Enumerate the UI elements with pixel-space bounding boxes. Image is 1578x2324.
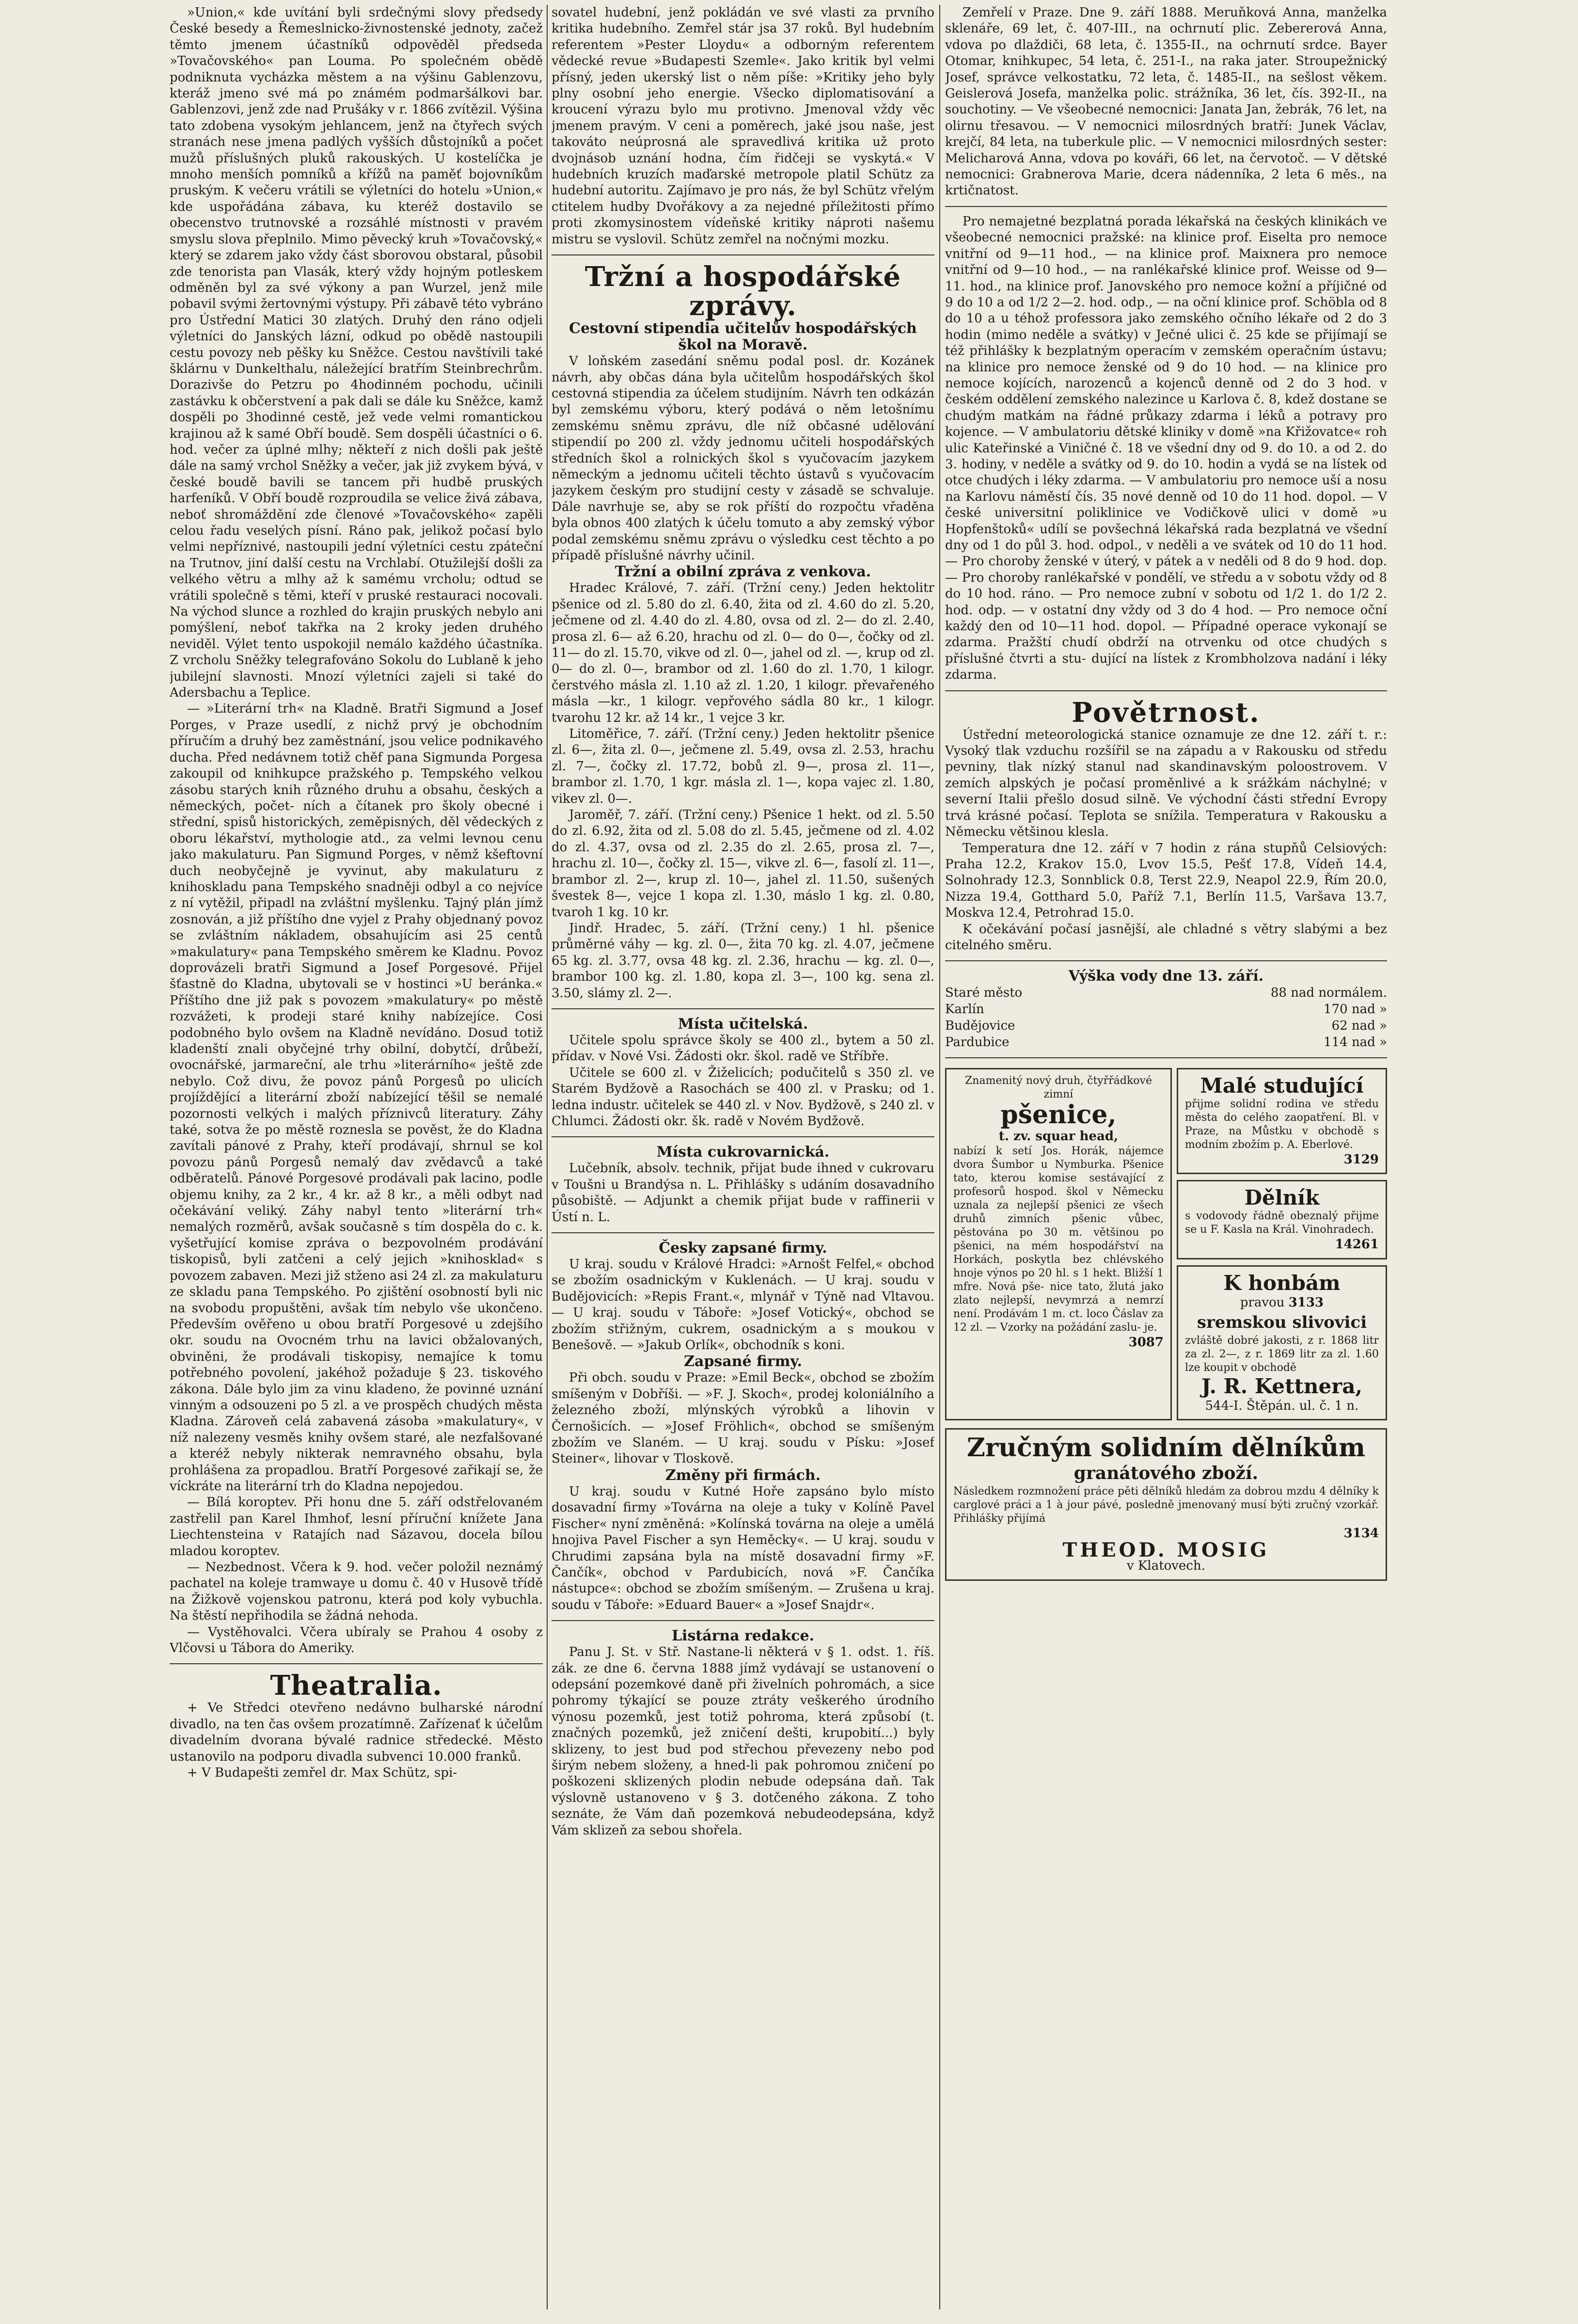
- theatralia-heading: Theatralia.: [270, 1670, 442, 1702]
- ad-students: [1177, 1068, 1387, 1174]
- ad-row: [945, 1065, 1387, 1424]
- ad-slivovice-sub: [1185, 1295, 1379, 1311]
- ad-worker-number: 14261: [1335, 1237, 1379, 1252]
- article-stipends: V loňském zasedání sněmu podal posl. dr. Kozánek návrh, aby občas dána byla učitelům hospodářských škol cestovná stipendia za účelem studijním. Návrh ten odkázán byl zemskému výboru, který podává o něm letošnímu zemskému sněmu zprávu, dle níž občasné udělování stipendií po 200 zl. vždy jednomu učiteli hospodářských středních škol a rolnických škol s vyučovacím jazykem německým a jednomu učiteli těchto ústavů s vyučovacím jazykem českým pro studijní cesty v zásadě se schvaluje. Dále navrhuje se, aby se rok příští do rozpočtu vřaděna byla obnos 400 zlatých k účelu tomuto a aby zemský výbor podal zemskému sněmu zprávu o výsledku cest těchto a po případě příslušné návrhy učinil.: [552, 354, 934, 563]
- ad-garnet-place: v Klatovech.: [1127, 1559, 1205, 1574]
- section-divider: [552, 1620, 934, 1621]
- ad-wheat-top: Znamenitý nový druh, čtyřřádkové zimní: [965, 1074, 1152, 1100]
- section-divider: [945, 1057, 1387, 1058]
- subheading-stipends: Cestovní stipendia učitelův hospodářských škol na Moravě.: [569, 320, 917, 354]
- article-white-partridge: — Bílá koroptev. Při honu dne 5. září odstřelovaném zastřelil pan Karel Ihmhof, lesní příruční knížete Jana Liechtensteina v Ratajích nad Sázavou, docela bílou mladou koroptev.: [170, 1495, 543, 1559]
- water-level-value: 170 nad »: [1324, 1002, 1387, 1017]
- subheading-czech-firms: Česky zapsané firmy.: [659, 1240, 827, 1257]
- weather-report: Ústřední meteorologická stanice oznamuje ze dne 12. září t. r.: Vysoký tlak vzduchu rozšířil se na západu a v Rakousku od středu pevniny, tlak nízký stanul nad skandinavským poloostrovem. V zemích alpských je počasí proměnlivé a k srážkám náchylné; v severní Italii přešlo dosud silně. Ve východní části střední Evropy trvá krásné počasí. Teplota se snížila. Temperatura v Rakousku a Německu většinou klesla.: [945, 727, 1387, 840]
- market-heading: Tržní a hospodářské zprávy.: [584, 261, 901, 322]
- ad-students-text: přijme solidní rodina ve středu města do celého zaopatření. Bl. v Praze, na Můstku v obchodě s modním zbožím p. A. Eberlové.: [1185, 1098, 1379, 1151]
- subheading-firm-changes: Změny při firmách.: [665, 1466, 821, 1484]
- water-level-place: Karlín: [945, 1002, 984, 1017]
- teacher-post-1: Učitele spolu správce školy se 400 zl., bytem a 50 zl. přídav. v Nové Vsi. Žádosti okr. škol. radě ve Stříbře.: [552, 1033, 934, 1064]
- column-right: [945, 5, 1387, 2319]
- article-emigrants: — Vystěhovalci. Včera ubíraly se Prahou 4 osoby z Vlčovsi u Tábora do Ameriky.: [170, 1624, 543, 1656]
- subheading-sugar-posts: Místa cukrovarnická.: [656, 1144, 830, 1161]
- ad-slivovice: [1177, 1265, 1387, 1421]
- ad-slivovice-number: 3133: [1288, 1295, 1324, 1310]
- czech-firms-text: U kraj. soudu v Králové Hradci: »Arnošt Felfel,« obchod se zbožím osadnickým v Kuklenách. — U kraj. soudu v Budějovicích: »Repis Frant.«, mlynář v Týně nad Vltavou. — U kraj. soudu v Táboře: »Josef Votický«, obchod se zbožím střižným, cukrem, osadnickým a s moukou v Benešově. — »Jakub Orlík«, obchodník s koni.: [552, 1257, 934, 1353]
- ad-wheat: [945, 1068, 1172, 1421]
- ad-slivovice-firm: J. R. Kettnera,: [1201, 1374, 1363, 1398]
- ad-garnet-firm: THEOD. MOSIG: [1062, 1538, 1270, 1561]
- report-jindr-hradec: Jindř. Hradec, 5. září. (Tržní ceny.) 1 hl. pšenice průměrné váhy — kg. zl. 0—, žita 70 kg. zl. 4.07, ječmene 65 kg. zl. 3.77, ovsa 48 kg. zl. 2.36, hrachu — kg. zl. 0—, brambor 100 kg. zl. 1.80, kopa zl. 3—, 100 kg. sena zl. 3.50, slámy zl. 2—.: [552, 921, 934, 1001]
- ad-slivovice-title: K honbám: [1223, 1271, 1341, 1295]
- weather-forecast: K očekávání počasí jasnější, ale chladné s větry slabými a bez citelného směru.: [945, 922, 1387, 953]
- ad-garnet-sub: granátového zboží.: [1073, 1463, 1259, 1484]
- article-schutz-death: + V Budapešti zemřel dr. Max Schütz, spi-: [187, 1766, 458, 1781]
- water-level-row: [945, 1034, 1387, 1051]
- ad-students-title: Malé studující: [1200, 1073, 1364, 1098]
- ad-wheat-title: pšenice,: [1000, 1099, 1117, 1130]
- ad-worker-text: s vodovody řádně obeznalý přijme se u F. Kasla na Král. Vinohradech.: [1185, 1210, 1379, 1236]
- water-level-value: 62 nad »: [1331, 1018, 1387, 1033]
- report-hradec-kralove: Hradec Králové, 7. září. (Tržní ceny.) Jeden hektolitr pšenice od zl. 5.80 do zl. 6.40, žita od zl. 4.60 do zl. 5.20, ječmene od zl. 4.40 do zl. 4.80, ovsa od zl. 2— do zl. 2.40, prosa zl. 6— až 6.20, hrachu od zl. 0— do 0—, čočky od zl. 11— do zl. 15.70, vikve od zl. 0—, jahel od zl. —, krup od zl. 0— do zl. 0—, brambor od zl. 1.60 do zl. 1.70, 1 kilogr. čerstvého másla zl. 1.10 až zl. 1.20, 1 kilogr. převařeného másla —kr., 1 kilogr. vepřového sádla 80 kr., 1 kilogr. tvarohu 12 kr. až 14 kr., 1 vejce 3 kr.: [552, 581, 934, 725]
- column-rule: [547, 5, 548, 2309]
- column-rule: [939, 5, 940, 2309]
- registered-firms-text: Při obch. soudu v Praze: »Emil Beck«, obchod se zbožím smíšeným v Dobříši. — »F. J. Skoch«, prodej koloniálního a železného zboží, mlýnských výrobků a lihovin v Černošicích. — »Josef Fröhlich«, obchod se smíšeným zbožím ve Slaném. — U kraj. soudu v Písku: »Josef Steiner«, lihovar v Tloskově.: [552, 1370, 934, 1466]
- report-litomerice: Litoměřice, 7. září. (Tržní ceny.) Jeden hektolitr pšenice zl. 6—, žita zl. 0—, ječmene zl. 5.49, ovsa zl. 2.53, hrachu zl. 7—, čočky zl. 17.72, bobů zl. 9—, prosa zl. 11—, brambor zl. 1.70, 1 kgr. másla zl. 1—, kopa vajec zl. 1.80, vikev zl. 0—.: [552, 727, 934, 806]
- water-level-row: [945, 1018, 1387, 1034]
- ad-garnet-number: 3134: [1343, 1526, 1379, 1541]
- water-level-place: Budějovice: [945, 1018, 1015, 1033]
- section-divider: [945, 206, 1387, 207]
- ad-garnet-title: Zručným solidním dělníkům: [966, 1433, 1366, 1463]
- firm-changes-text: U kraj. soudu v Kutné Hoře zapsáno bylo místo dosavadní firmy »Továrna na oleje a tuky v Kolíně Pavel Fischer« nyní změněná: »Kolínská továrna na oleje a umělá hnojiva Pavel Fischer a syn Heměcky«. — U kraj. soudu v Chrudimi zapsána byla na místě dosavadní firmy »F. Čančík«, obchod v Pardubicích, nová »F. Čančíka nástupce«: obchod se zbožím smíšeným. — Zrušena u kraj. soudu v Táboře: »Eduard Bauer« a »Josef Snajdr«.: [552, 1484, 934, 1612]
- ad-slivovice-product: sremskou slivovici: [1197, 1312, 1367, 1332]
- water-level-place: Pardubice: [945, 1035, 1010, 1050]
- column-left: [170, 5, 543, 2319]
- ad-stack: [1177, 1065, 1387, 1424]
- subheading-teacher-posts: Místa učitelská.: [678, 1015, 808, 1033]
- ad-worker-title: Dělník: [1244, 1186, 1320, 1210]
- article-mischief: — Nezbednost. Včera k 9. hod. večer položil neznámý pachatel na koleje tramwaye u domu č. 40 v Husově třídě na Žižkově vojenskou patronu, která pod koly vybuchla. Na štěstí nepřihodila se žádná nehoda.: [170, 1560, 543, 1624]
- ad-slivovice-address: 544-I. Štěpán. ul. č. 1 n.: [1205, 1398, 1359, 1413]
- letters-text: Panu J. St. v Stř. Nastane-li některá v § 1. odst. 1. říš. zák. ze dne 6. června 1888 jímž vydávají se ustanovení o odepsání pozemkové daně při živelních pohromách, a sice pohromy týkající se pouze ztráty veškerého úrodního výnosu pozemků, jest totiž pohroma, která způsobí (t. značných pozemků, jež zničení dešti, krupobití...) byly sklizeny, to jest bud pod střechou převezeny nebo pod širým nebem složeny, a hned-li pak pohromou zničení po poškozeni sklizených plodin nebude odepsána daň. Tak výslovně ustanoveno v § 3. dotčeného zákona. Z toho seznáte, že Vám daň pozemková nebudeodepsána, když Vám sklizeň za sebou shořela.: [552, 1645, 934, 1838]
- water-level-value: 114 nad »: [1324, 1035, 1387, 1050]
- ad-wheat-number: 3087: [1128, 1335, 1164, 1350]
- subheading-grain-report: Tržní a obilní zpráva z venkova.: [615, 563, 871, 581]
- deaths-in-prague: Zemřelí v Praze. Dne 9. září 1888. Meruňková Anna, manželka sklenáře, 69 let, č. 407-III., na ochrnutí plic. Zebererová Anna, vdova po dlaždiči, 68 leta, č. 1355-II., na ochrnutí srdce. Bayer Otomar, knihkupec, 54 leta, č. 251-I., na raka jater. Stroupežnický Josef, správce velkostatku, 72 leta, č. 1485-II., na sešlost věkem. Geislerová Josefa, manželka polic. strážníka, 36 let, čís. 392-II., na souchotiny. — Ve všeobecné nemocnici: Janata Jan, žebrák, 76 let, na olirnu třesavou. — V nemocnici milosrdných bratří: Junek Václav, krejčí, 84 leta, na tuberkule plic. — V nemocnici milosrdných sester: Melicharová Anna, vdova po kováři, 66 let, na červotoč. — V dětské nemocnici: Grabnerova Marie, dcera nádenníka, 2 leta 6 měs., na krtičnatost.: [945, 5, 1387, 198]
- section-divider: [945, 960, 1387, 961]
- subheading-letters: Listárna redakce.: [671, 1627, 815, 1645]
- subheading-registered-firms: Zapsané firmy.: [684, 1353, 802, 1370]
- ad-slivovice-pravou: pravou: [1240, 1295, 1285, 1310]
- water-level-value: 88 nad normálem.: [1270, 985, 1387, 1000]
- section-divider: [945, 690, 1387, 691]
- water-level-row: [945, 1001, 1387, 1018]
- ad-worker: [1177, 1180, 1387, 1259]
- temperature-report: Temperatura dne 12. září v 7 hodin z rána stupňů Celsiových: Praha 12.2, Krakov 15.0, Lvov 15.5, Pešť 17.8, Vídeň 14.4, Solnohrady 12.3, Sonnblick 0.8, Terst 22.9, Neapol 22.9, Řím 20.0, Nizza 19.4, Gotthard 5.0, Paříž 7.1, Berlín 11.5, Varšava 13.7, Moskva 12.4, Petrohrad 15.0.: [945, 841, 1387, 921]
- article-union-trip: »Union,« kde uvítání byli srdečnými slovy předsedy České besedy a Řemeslnicko-živnostenské jednoty, začež těmto jmenem účastníků odpověděl předseda »Tovačovského« pan Louma. Po společném obědě podniknuta vycházka městem a na výšinu Gablenzovu, kteráž jmeno své má po známém podmaršálkovi bar. Gablenzovi, jenž zde nad Prušáky v r. 1866 zvítězil. Výšina tato zdobena vysokým jehlancem, jenž na čtyřech svých stranách nese jmena padlých vyšších důstojníků a počet mužů příslušných pluků rakouských. U kostelíčka je mnoho menších pomníků a křížů na paměť bojovníkům pruským. K večeru vrátili se výletníci do hotelu »Union,« kde uspořádána zábava, ku kteréž dostavilo se obecenstvo trutnovské a rozsáhlé místnosti v pravém smyslu slova přeplnilo. Mimo pěvecký kruh »Tovačovský,« který se zdarem jako vždy část sborovou obstaral, působil zde tenorista pan Vlasák, který vždy hojným potleskem odměněn byl za své výkony a pan Wurzel, jenž mile pobavil svými žertovnými výstupy. Při zábavě této vybráno pro Ústřední Matici 30 zlatých. Druhý den ráno odjeli výletníci do Janských lázní, odkud po obědě nastoupili cestu povozy neb pěšky ku Sněžce. Cestou navštívili také šklárnu v Dunkelthalu, náležející bratřím Steinbrechrům. Dorazivše do Petzru po 4hodinném pochodu, učinili zastávku k občerstvení a pak dali se dále ku Sněžce, kamž dospěli po 3hodinné cestě, jež vede velmi romantickou krajinou až k samé Obří boudě. Sem dospěli účastníci o 6. hod. večer za úplné mlhy; někteří z nich došli pak ještě dále na samý vrchol Sněžky a večer, jak již zvykem bývá, v české boudě bavili se tancem při hudbě pruských harfeníků. V Obří boudě rozproudila se velice živá zábava, neboť shromáždění zde členové »Tovačovského« zapěli celou řadu veselých písní. Ráno pak, jelikož počasí bylo velmi nepříznivé, nastoupili jední výletníci cestu zpáteční na Trutnov, jiní další cestu na Vrchlabí. Otužilejší došli za velkého větru a mlhy až k samému vrcholu; odtud se vrátili společně s těmi, kteří v pruské restauraci nocovali. Na východ slunce a rozhled do krajin pruských nebylo ani pomýšlení, neboť takřka na 2 kroky jeden druhého neviděl. Výlet tento uspokojil nemálo každého účastníka. Z vrcholu Sněžky telegrafováno Sokolu do Lublaně k jeho jubilejní slavnosti. Mnozí výletníci zajeli si také do Adersbachu a Teplice.: [170, 5, 543, 700]
- ad-slivovice-text: zvláště dobré jakosti, z r. 1868 litr za zl. 2—, z r. 1869 litr za zl. 1.60 lze koupit v obchodě: [1185, 1334, 1379, 1374]
- water-level-place: Staré město: [945, 985, 1023, 1000]
- report-jaromer: Jaroměř, 7. září. (Tržní ceny.) Pšenice 1 hekt. od zl. 5.50 do zl. 6.92, žita od zl. 5.08 do zl. 5.45, ječmene od zl. 4.02 do zl. 4.37, ovsa od zl. 2.35 do zl. 2.65, prosa zl. 7—, hrachu zl. 10—, čočky zl. 15—, vikve zl. 6—, fasolí zl. 11—, brambor zl. 2—, krup zl. 10—, jahel zl. 11.50, sušených švestek 8—, vejce 1 kopa zl. 1.30, máslo 1 kg. zl. 0.80, tvaroh 1 kg. 10 kr.: [552, 808, 934, 920]
- section-divider: [170, 1663, 543, 1664]
- section-divider: [552, 1008, 934, 1009]
- article-sofia-theatre: + Ve Středci otevřeno nedávno bulharské národní divadlo, na ten čas ovšem prozatímně. Zařízenať k účelům divadelním dvorana bývalé radnice středecké. Město ustanovilo na podporu divadla subvenci 10.000 franků.: [170, 1701, 543, 1764]
- water-levels-table: [945, 968, 1387, 1050]
- article-literary-market: — »Literární trh« na Kladně. Bratři Sigmund a Josef Porges, v Praze usedlí, z nichž prvý je obchodním příručím a druhý bez zaměstnání, jsou velice podnikavého ducha. Před nedávnem totiž chěf pana Sigmunda Porgesa zakoupil od knihkupce pražského p. Tempského velkou zásobu starých knih různého druhu a obsahu, českých a německých, počet- ních a čítanek pro školy obecné i střední, spisů historických, zeměpisných, děl vědeckých z oboru lékařství, mythologie atd., za velmi levnou cenu jako makulaturu. Pan Sigmund Porges, v němž kšeftovní duch neobyčejně je vyvinut, aby makulaturu z knihoskladu pana Tempského snadněji odbyl a co nejvíce z ní vytěžil, připadl na zvláštní myšlenku. Tajný plán jímž zosnován, a již příštího dne vyjel z Prahy objednaný povoz se zvláštním nákladem, obsahujícím asi 25 centů »makulatury« pana Tempského směrem ke Kladnu. Povoz doprovázeli bratři Sigmund a Josef Porgesové. Přijel šťastně do Kladna, ubytovali se v hostinci »U beránka.« Příštího dne již pak s povozem »makulatury« po městě rozvážeti, k prodeji staré knihy nabízejíce. Cosi podobného bylo ovšem na Kladně nevídáno. Dosud totiž kladenští znali obyčejné trhy obilní, dobytčí, drůbeží, ovocnářské, jarmareční, ale trhu »literárního« ještě zde nebylo. Což divu, že povoz pánů Porgesů po ulicích projíždějící a literární zboží nabízející těšil se nemalé pozornosti velkých i malých příznivců literatury. Záhy také, sotva že po městě roznesla se pověst, že do Kladna zavítali pánové z Prahy, kteří prodávají, shrnul se kol povozu pánů Porgesů nemalý dav zvědavců a také odběratelů. Pánové Porgesové prodávali pak lacino, podle objemu knihy, za 2 kr., 4 kr. až 8 kr., a měli odbyt nad očekávání veliký. Záhy nabyl tento »literární trh« nemalých rozměrů, avšak současně s tím dospěla do c. k. vyšetřující komise zpráva o bezpovolném prodávání tiskopisů, byli zatčeni a celý jejich »knihosklad« s povozem zabaven. Mezi již stženo asi 24 zl. za makulaturu ze skladu pana Tempského. Po zjištění osobností byli nic na svobodu propuštěni, avšak tím nebylo vše ukončeno. Především ověřeno u obou bratří Porgesové u zdejšího okr. soudu na Ovocném trhu na lavici obžalovaných, obviněni, že prodávali tiskopisy, nemajíce k tomu potřebného povolení, jakéhož požaduje § 23. tiskového zákona. Dále bylo jim za vinu kladeno, že povinné uznání vinným a odsouzeni po 5 zl. a ve prospěch chudých města Kladna. Zároveň celá zabavená zásoba »makulatury«, v níž nalezeny vesměs knihy ovšem staré, ale nezfalšované a kteréž nebyly nikterak nemravného obsahu, byla prohlášena za propadlou. Bratří Porgesové zařikají se, že víckráte na literární trh do Kladna nepojedou.: [170, 701, 543, 1494]
- section-divider: [552, 1136, 934, 1137]
- ad-workers-garnet: [945, 1428, 1387, 1580]
- ad-garnet-text: Následkem rozmnožení práce pěti dělníků hledám za dobrou mzdu 4 dělníky k carglové práci a 1 à jour pávé, posledně jmenovaný musí býti zručný vzorkář. Přihlášky přijímá: [953, 1485, 1379, 1525]
- ad-wheat-text: nabízí k setí Jos. Horák, nájemce dvora Šumbor u Nymburka. Pšenice tato, kterou komise sestávající z profesorů hospod. škol v Německu uznala za nejlepší pšenici ze všech druhů zimních pšenic vůbec, pěstována po 30 m. většinou po pšenici, na mém hospodářství na Horkách, poskytla bez chlévského hnoje výnos po 20 hl. s 1 hekt. Bližší 1 mfre. Nová pše- nice tato, žlutá jako zlato nejlepší, nevymrzá a nemrzí není. Prodávám 1 m. ct. loco Čáslav za 12 zl. — Vzorky na požádání zaslu- je.: [953, 1145, 1164, 1334]
- teacher-post-2: Učitele se 600 zl. v Žiželicích; podučitelů s 350 zl. ve Starém Bydžově a Rasochách se 400 zl. v Prasku; od 1. ledna industr. učitelek se 440 zl. v Nov. Bydžově, s 240 zl. v Chlumci. Žádosti okr. šk. radě v Novém Bydžově.: [552, 1065, 934, 1129]
- water-level-row: [945, 985, 1387, 1001]
- ad-students-number: 3129: [1343, 1152, 1379, 1167]
- article-schutz-cont: sovatel hudební, jenž pokládán ve své vlasti za prvního kritika hudebního. Zemřel stár jsa 37 roků. Byl hudebním referentem »Pester Lloydu« a odborným referentem vědecké revue »Budapesti Szemle«. Jako kritik byl velmi přísný, jeden ukerský list o něm píše: »Kritiky jeho byly plny osobní jeho energie. Všecko diplomatisování a kroucení výrazu bylo mu protivno. Jmenoval vždy věc jmenem pravým. V ceni a poměrech, jaké jsou naše, jest takováto neúprosná ale spravedlivá kritika už proto dvojnásob uznání hodna, čím řidčeji se vyskytá.« V hudebních kruzích maďarské metropole platil Schütz za hudební autoritu. Zajímavo je pro nás, že byl Schütz vřelým ctitelem hudby Dvořákovy a za nejedné příležitosti přímo proti zkomysinostem vídeňské kritiky náproti našemu mistru se vyslovil. Schütz zemřel na nočnými mozku.: [552, 5, 934, 247]
- section-divider: [552, 1232, 934, 1233]
- free-medical-advice: Pro nemajetné bezplatná porada lékařská na českých klinikách ve všeobecné nemocnici pražské: na klinice prof. Eiselta pro nemoce vnitřní od 9—11 hod., — na klinice prof. Maixnera pro nemoce vnitřní od 9—10 hod., — na ranlékařské klinice prof. Weisse od 9—11. hod., na klinice prof. Janovského pro nemoce kožní a příjičné od 9 do 10 a od 1/2 2—2. hod. odp., — na oční klinice prof. Schöbla od 8 do 10 a u téhož professora jako zemského očního lékaře od 2 do 3 hodin (mimo neděle a svátky) v Ječné ulici č. 25 kde se přijímají se též přihlášky k bezplatným operacím v zemském operačním ústavu; na klinice pro nemoce ženské od 9 do 10 hod. — na klinice pro nemoce kojících, narozenců a kojenců denně od 2 do 3 hod. v českém oddělení zemského nalezince u Karlova č. 8, kdež dostane se chudým matkám na řádné průkazy zdarma i léků a potravy pro kojence. — V ambulatoriu dětské kliniky v domě »na Křižovatce« roh ulic Kateřinské a Viničné č. 18 ve všední dny od 9. do 10. a od 2. do 3. hodiny, v neděle a svátky od 9. do 10. hodin a vydá se na lístek od otce chudých i léky zdarma. — V ambulatoriu pro nemoce uší a nosu na Karlovu náměstí čís. 35 nové denně od 10 do 11 hod. dopol. — V české universitní poliklinice ve Vodičkově ulici v domě »u Hopfenštoků« udílí se povšechná lékařská rada bezplatná ve všední dny od 1 do půl 3. hod. odpol., v neděli a ve svátek od 10 do 11 hod. — Pro choroby ženské v úterý, v pátek a v neděli od 8 do 9 hod. dop. — Pro choroby ranlékařské v pondělí, ve středu a v sobotu vždy od 8 do 10 hod. ráno. — Pro nemoce zubní v sobotu od 1/2 1. do 1/2 2. hod. odp. — v ostatní dny vždy od 3 do 4 hod. — Pro nemoce oční každý den od 10—11 hod. dopol. — Případné operace vykonají se zdarma. Pražští chudí obdrží na otrvenku od otce chudých s příslušné čtvrti a stu- dující na lístek z Krombholzova nadání i léky zdarma.: [945, 214, 1387, 683]
- ad-wheat-variety: t. zv. squar head,: [998, 1129, 1119, 1144]
- water-levels-title: Výška vody dne 13. září.: [1068, 968, 1264, 985]
- weather-heading: Povětrnost.: [1072, 696, 1261, 729]
- sugar-posts-text: Lučebník, absolv. technik, přijat bude ihned v cukrovaru v Toušni u Brandýsa n. L. Přihlášky s udáním dosavadního působiště. — Adjunkt a chemik přijat bude v raffinerii v Ústí n. L.: [552, 1161, 934, 1225]
- column-middle: [552, 5, 934, 2319]
